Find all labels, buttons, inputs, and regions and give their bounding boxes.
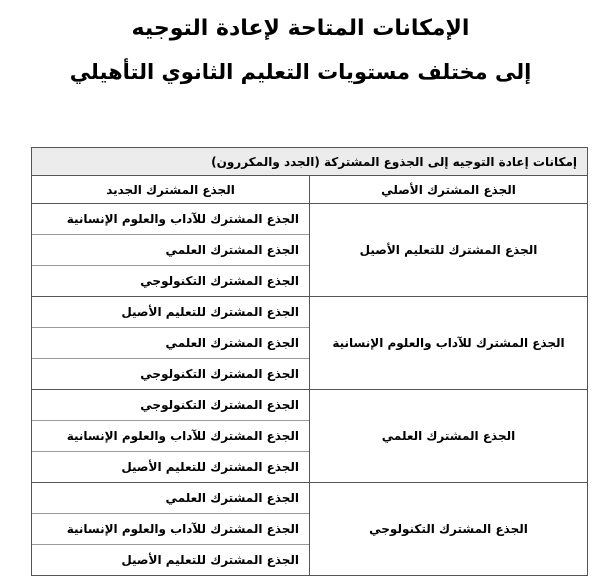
new-stream-option: الجذع المشترك العلمي	[32, 483, 309, 514]
original-stream-cell: الجذع المشترك للتعليم الأصيل	[310, 204, 588, 297]
original-stream-cell: الجذع المشترك للآداب والعلوم الإنسانية	[310, 297, 588, 390]
table-row	[32, 204, 588, 297]
document-title: الإمكانات المتاحة لإعادة التوجيه	[131, 16, 470, 41]
orientation-table	[31, 147, 588, 576]
new-stream-option: الجذع المشترك التكنولوجي	[140, 274, 300, 288]
new-stream-option: الجذع المشترك للتعليم الأصيل	[121, 460, 300, 474]
new-stream-option: الجذع المشترك للآداب والعلوم الإنسانية	[32, 421, 309, 452]
table-main-header: إمكانات إعادة التوجيه إلى الجذوع المشتركة (الجدد والمكررون)	[32, 148, 588, 176]
document-subtitle: إلى مختلف مستويات التعليم الثانوي التأهيلي	[69, 60, 532, 84]
table-row	[32, 390, 588, 483]
new-stream-option: الجذع المشترك للآداب والعلوم الإنسانية	[32, 514, 309, 545]
new-stream-list	[32, 483, 310, 576]
new-stream-option: الجذع المشترك التكنولوجي	[32, 390, 309, 421]
original-stream-cell: الجذع المشترك العلمي	[310, 390, 588, 483]
table-row	[32, 297, 588, 390]
new-stream-list	[32, 204, 310, 297]
original-stream-cell: الجذع المشترك التكنولوجي	[310, 483, 588, 576]
new-stream-option: الجذع المشترك للتعليم الأصيل	[32, 297, 309, 328]
table-row	[32, 483, 588, 576]
new-stream-list	[32, 297, 310, 390]
new-stream-option: الجذع المشترك للتعليم الأصيل	[121, 553, 300, 567]
column-header-original: الجذع المشترك الأصلي	[310, 176, 588, 204]
new-stream-option: الجذع المشترك التكنولوجي	[140, 367, 300, 381]
column-header-new: الجذع المشترك الجديد	[32, 176, 310, 204]
new-stream-option: الجذع المشترك العلمي	[32, 235, 309, 266]
new-stream-option: الجذع المشترك للآداب والعلوم الإنسانية	[32, 204, 309, 235]
new-stream-option: الجذع المشترك العلمي	[32, 328, 309, 359]
new-stream-list	[32, 390, 310, 483]
